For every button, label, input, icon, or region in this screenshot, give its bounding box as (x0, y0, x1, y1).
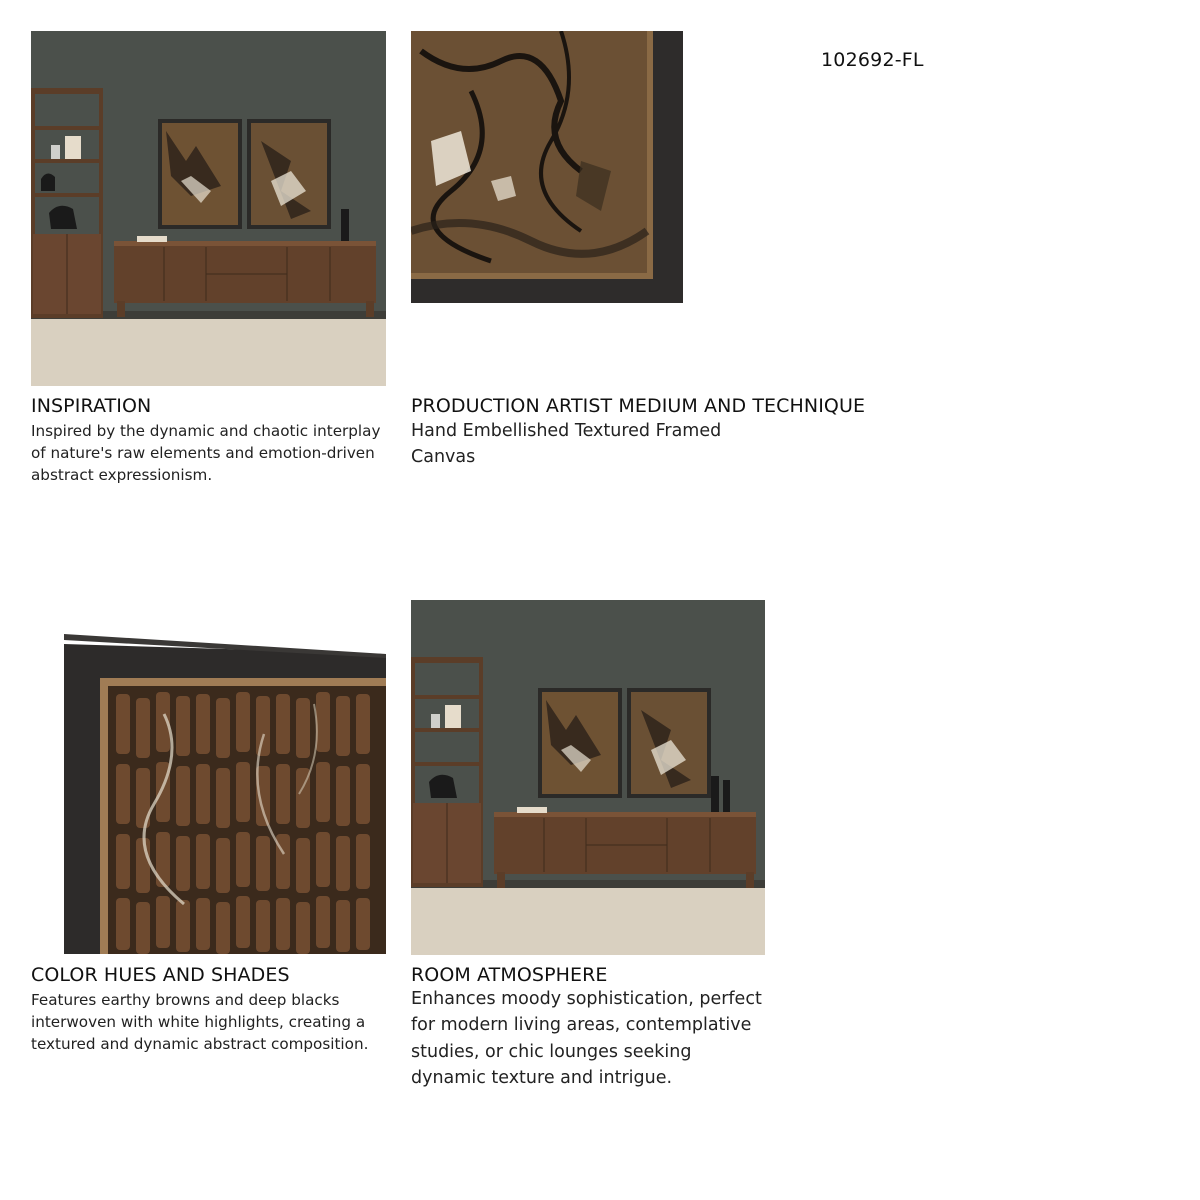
atmosphere-description (411, 986, 771, 1091)
atmosphere-line: for modern living areas, contemplative (411, 1015, 752, 1036)
atmosphere-line: studies, or chic lounges seeking (411, 1041, 692, 1062)
medium-heading: PRODUCTION ARTIST MEDIUM AND TECHNIQUE (411, 395, 866, 417)
medium-description (411, 418, 771, 471)
medium-line: Canvas (411, 447, 476, 468)
texture-closeup-image (64, 634, 386, 954)
room-scene-image (31, 31, 386, 386)
inspiration-line: Inspired by the dynamic and chaotic interplay (31, 422, 381, 440)
inspiration-line: of nature's raw elements and emotion-driven (31, 444, 375, 463)
color-heading: COLOR HUES AND SHADES (31, 964, 290, 986)
inspiration-description (31, 420, 391, 486)
inspiration-line: abstract expressionism. (31, 466, 213, 485)
inspiration-heading: INSPIRATION (31, 395, 152, 417)
color-line: interwoven with white highlights, creating a (31, 1013, 366, 1032)
atmosphere-heading: ROOM ATMOSPHERE (411, 964, 608, 986)
medium-line: Hand Embellished Textured Framed (411, 421, 722, 441)
atmosphere-line: Enhances moody sophistication, perfect (411, 989, 762, 1009)
atmosphere-line: dynamic texture and intrigue. (411, 1067, 673, 1088)
product-sku: 102692-FL (821, 49, 924, 71)
painting-corner-detail-image (411, 31, 683, 303)
color-description (31, 989, 391, 1055)
color-line: textured and dynamic abstract composition. (31, 1035, 369, 1054)
room-atmosphere-image (411, 600, 765, 955)
color-line: Features earthy browns and deep blacks (31, 991, 340, 1009)
